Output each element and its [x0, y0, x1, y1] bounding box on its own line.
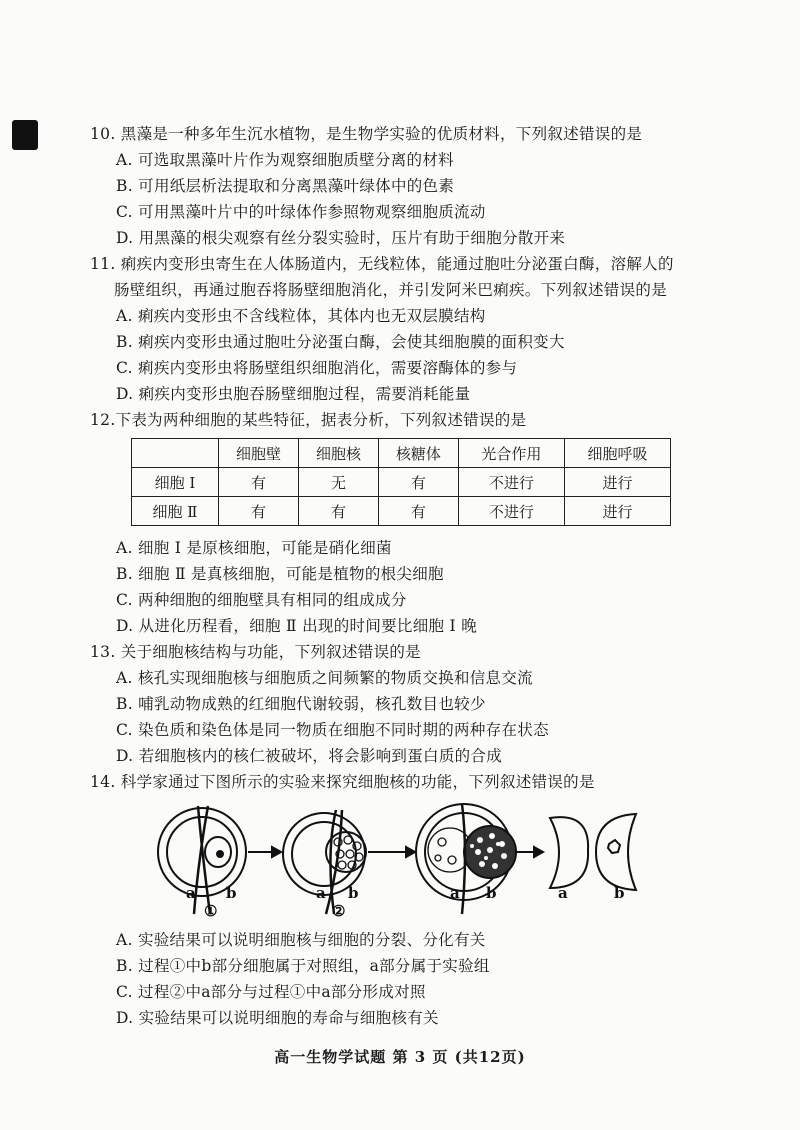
- q11-stem-line1: 11. 痢疾内变形虫寄生在人体肠道内，无线粒体，能通过胞吐分泌蛋白酶，溶解人的: [90, 255, 674, 273]
- q11-option-b: B. 痢疾内变形虫通过胞吐分泌蛋白酶，会使其细胞膜的面积变大: [116, 333, 565, 351]
- q13-option-a: A. 核孔实现细胞核与细胞质之间频繁的物质交换和信息交流: [116, 669, 533, 687]
- figure-label-a: a: [186, 884, 196, 902]
- arrow-icon: [248, 847, 281, 857]
- figure-step-1: ①: [204, 902, 218, 920]
- q14-option-b: B. 过程①中b部分细胞属于对照组，a部分属于实验组: [116, 957, 490, 975]
- registration-mark: [12, 120, 38, 150]
- figure-label-a: a: [558, 884, 568, 902]
- q12-stem: 12.下表为两种细胞的某些特征，据表分析，下列叙述错误的是: [90, 411, 527, 429]
- q11-option-a: A. 痢疾内变形虫不含线粒体，其体内也无双层膜结构: [116, 307, 486, 325]
- q13-stem: 13. 关于细胞核结构与功能，下列叙述错误的是: [90, 643, 421, 661]
- q11-stem-line2: 肠壁组织，再通过胞吞将肠壁细胞消化，并引发阿米巴痢疾。下列叙述错误的是: [114, 281, 668, 299]
- q14-stem: 14. 科学家通过下图所示的实验来探究细胞核的功能，下列叙述错误的是: [90, 773, 595, 791]
- table-header-row: [132, 439, 671, 468]
- table-cell: 细胞 Ⅱ: [132, 497, 219, 526]
- table-cell: 进行: [564, 497, 670, 526]
- q11-option-c: C. 痢疾内变形虫将肠壁组织细胞消化，需要溶酶体的参与: [116, 359, 518, 377]
- table-cell: 有: [298, 497, 378, 526]
- figure-label-a: a: [450, 884, 460, 902]
- q12-option-b: B. 细胞 Ⅱ 是真核细胞，可能是植物的根尖细胞: [116, 565, 444, 583]
- q10-option-b: B. 可用纸层析法提取和分离黑藻叶绿体中的色素: [116, 177, 455, 195]
- table-header-cell: 细胞呼吸: [564, 439, 670, 468]
- q12-option-d: D. 从进化历程看，细胞 Ⅱ 出现的时间要比细胞 Ⅰ 晚: [116, 617, 477, 635]
- nucleus: [608, 840, 620, 853]
- table-header-cell: 细胞壁: [219, 439, 299, 468]
- q12-option-c: C. 两种细胞的细胞壁具有相同的组成成分: [116, 591, 407, 609]
- cell-comparison-table: [131, 438, 671, 526]
- table-header-cell: 细胞核: [298, 439, 378, 468]
- figure-label-a: a: [316, 884, 326, 902]
- q10-stem: 10. 黑藻是一种多年生沉水植物，是生物学实验的优质材料，下列叙述错误的是: [90, 125, 643, 143]
- table-cell: 不进行: [458, 497, 564, 526]
- q13-option-d: D. 若细胞核内的核仁被破坏，将会影响到蛋白质的合成: [116, 747, 503, 765]
- q14-option-d: D. 实验结果可以说明细胞的寿命与细胞核有关: [116, 1009, 439, 1027]
- table-cell: 有: [219, 468, 299, 497]
- table-cell: 不进行: [458, 468, 564, 497]
- page-footer: 高一生物学试题 第 3 页 (共12页): [274, 1048, 526, 1066]
- figure-label-b: b: [226, 884, 237, 902]
- table-header-cell: 核糖体: [378, 439, 458, 468]
- q10-option-c: C. 可用黑藻叶片中的叶绿体作参照物观察细胞质流动: [116, 203, 486, 221]
- table-cell: 有: [378, 497, 458, 526]
- q14-option-a: A. 实验结果可以说明细胞核与细胞的分裂、分化有关: [116, 931, 486, 949]
- table-header-cell: [132, 439, 219, 468]
- half-cell-a: [550, 817, 588, 888]
- table-header-cell: 光合作用: [458, 439, 564, 468]
- table-cell: 有: [378, 468, 458, 497]
- q14-option-c: C. 过程②中a部分与过程①中a部分形成对照: [116, 983, 426, 1001]
- q13-option-b: B. 哺乳动物成熟的红细胞代谢较弱，核孔数目也较少: [116, 695, 486, 713]
- q10-option-d: D. 用黑藻的根尖观察有丝分裂实验时，压片有助于细胞分散开来: [116, 229, 566, 247]
- figure-label-b: b: [614, 884, 625, 902]
- q11-option-d: D. 痢疾内变形虫胞吞肠壁细胞过程，需要消耗能量: [116, 385, 471, 403]
- q13-option-c: C. 染色质和染色体是同一物质在细胞不同时期的两种存在状态: [116, 721, 549, 739]
- arrow-icon: [516, 847, 543, 857]
- table-row: [132, 468, 671, 497]
- table-cell: 无: [298, 468, 378, 497]
- figure-label-b: b: [348, 884, 359, 902]
- table-row: [132, 497, 671, 526]
- table-cell: 进行: [564, 468, 670, 497]
- q12-option-a: A. 细胞 Ⅰ 是原核细胞，可能是硝化细菌: [116, 539, 392, 557]
- figure-label-b: b: [486, 884, 497, 902]
- figure-step-2: ②: [332, 902, 346, 920]
- q10-option-a: A. 可选取黑藻叶片作为观察细胞质壁分离的材料: [116, 151, 454, 169]
- table-cell: 细胞 Ⅰ: [132, 468, 219, 497]
- arrow-icon: [368, 847, 415, 857]
- stage3-cell: [416, 804, 516, 914]
- table-cell: 有: [219, 497, 299, 526]
- cell-nucleus-experiment-figure: [150, 802, 640, 922]
